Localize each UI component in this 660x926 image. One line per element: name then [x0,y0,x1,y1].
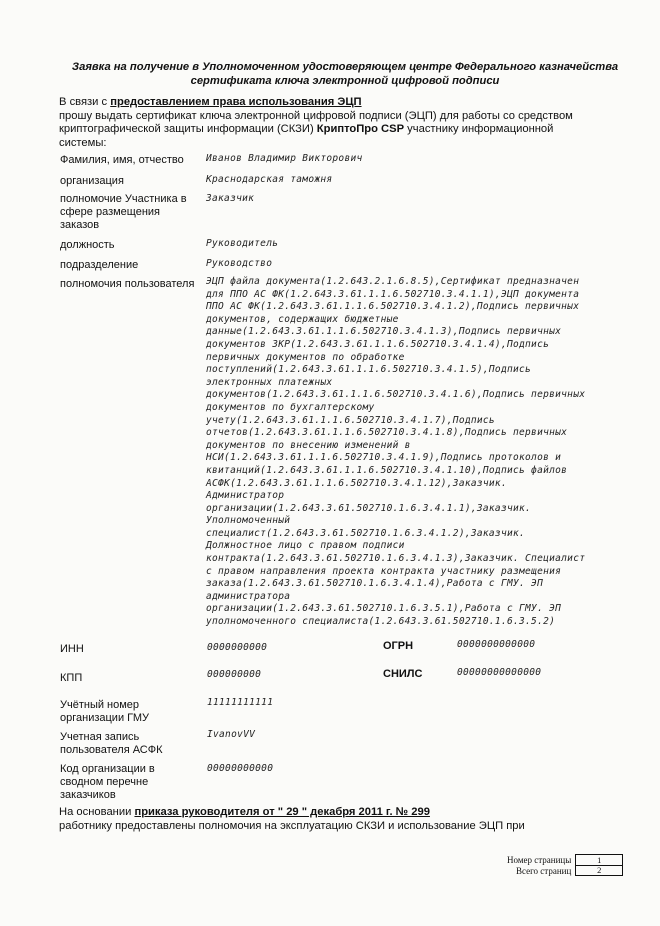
total-pages-label: Всего страниц [515,865,572,876]
document-title [40,60,650,88]
basis-order: приказа руководителя от " 29 " декабря 2011 г. № 299 [134,806,430,818]
kpp-label: КПП [60,672,83,684]
title-line-1: Заявка на получение в Уполномоченном удостоверяющем центре Федерального казначейства [71,61,619,73]
intro-paragraph [59,96,619,150]
snils-value: 00000000000000 [457,667,542,678]
intro-line-2: прошу выдать сертификат ключа электронной цифровой подписи (ЭЦП) для работы со средством [59,109,573,122]
inn-label: ИНН [60,643,84,655]
ogrn-label: ОГРН [383,640,414,652]
basis-line-2: работнику предоставлены полномочия на эксплуатацию СКЗИ и использование ЭЦП при [59,819,525,832]
intro-reason: предоставлением права использования ЭЦП [110,96,362,108]
intro-line-3a: криптографической защиты информации (СКЗИ) [59,123,317,135]
gmu-value: 11111111111 [207,697,274,708]
kpp-value: 000000000 [207,669,262,680]
asfk-label: Учетная запись пользователя АСФК [60,731,163,756]
title-line-2: сертификата ключа электронной цифровой подписи [190,75,500,87]
gmu-label: Учётный номер организации ГМУ [60,699,150,724]
division-label: подразделение [60,259,139,271]
code-label: Код организации в сводном перечне заказчиков [60,763,155,801]
basis-paragraph [59,806,639,833]
fio-value: Иванов Владимир Викторович [206,153,363,164]
page-number-value: 1 [575,854,623,866]
intro-prefix: В связи с [59,96,111,108]
org-value: Краснодарская таможня [206,174,333,185]
page-number-label: Номер страницы [507,854,572,865]
powers-value: ЭЦП файла документа(1.2.643.2.1.6.8.5),Сертификат предназначен для ППО АС ФК(1.2.643.3.61.1.1.6.502710.3.4.1.1),ЭЦП документа ППО АС ФК(1.2.643.3.61.1.1.6.502710.3.4.1.2),Подпись первичных документов, содержащих бюджетные данные(1.2.643.3.61.1.1.6.502710.3.4.1.3),Подпись первичных документов ЗКР(1.2.643.3.61.1.1.6.502710.3.4.1.4),Подпись первичных документов по обработке поступлений(1.2.643.3.61.1.1.6.502710.3.4.1.5),Подпись электронных платежных документов(1.2.643.3.61.1.1.6.502710.3.4.1.6),Подпись первичных документов по бухгалтерскому учету(1.2.643.3.61.1.1.6.502710.3.4.1.7),Подпись отчетов(1.2.643.3.61.1.1.6.502710.3.4.1.8),Подпись первичных документов по внесению изменений в НСИ(1.2.643.3.61.1.1.6.502710.3.4.1.9),Подпись протоколов и квитанций(1.2.643.3.61.1.1.6.502710.3.4.1.10),Подпись файлов АСФК(1.2.643.3.61.1.1.6.502710.3.4.1.12),Заказчик. Администратор организации(1.2.643.3.61.502710.1.6.3.4.1.1),Заказчик. Уполномоченный специалист(1.2.643.3.61.502710.1.6.3.4.1.2),Заказчик. Должностное лицо с правом подписи контракта(1.2.643.3.61.502710.1.6.3.4.1.3),Заказчик. Специалист с правом направления проекта контракта участнику размещения заказа(1.2.643.3.61.502710.1.6.3.4.1.4),Работа с ГМУ. ЭП администратора организации(1.2.643.3.61.502710.1.6.3.5.1),Работа с ГМУ. ЭП уполномоченного специалиста(1.2.643.3.61.502710.1.6.3.5.2) [206,276,586,628]
role-label: полномочие Участника в сфере размещения заказов [60,193,187,231]
fio-label: Фамилия, имя, отчество [60,154,184,166]
intro-line-4: системы: [59,136,107,149]
org-label: организация [60,175,124,187]
intro-line-3c: участнику информационной [404,123,554,135]
inn-value: 0000000000 [207,642,268,653]
position-value: Руководитель [206,238,279,249]
powers-label: полномочия пользователя [60,278,195,290]
division-value: Руководство [206,258,273,269]
snils-label: СНИЛС [383,668,423,680]
page-counter [507,854,623,876]
basis-prefix: На основании [59,806,135,818]
ogrn-value: 0000000000000 [457,639,536,650]
role-value: Заказчик [206,193,255,204]
position-label: должность [60,239,115,251]
asfk-value: IvanovVV [207,729,256,740]
total-pages-value: 2 [575,865,623,876]
code-value: 00000000000 [207,763,274,774]
intro-csp: КриптоПро CSP [316,123,405,135]
